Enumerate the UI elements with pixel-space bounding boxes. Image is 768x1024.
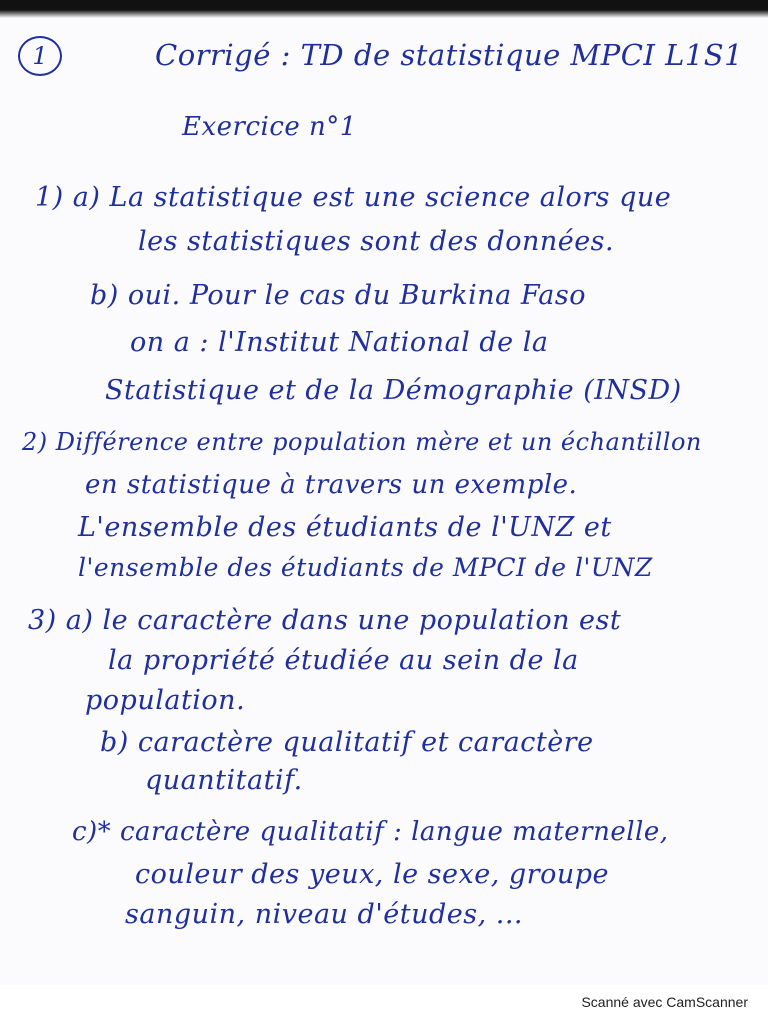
page-number-circle <box>18 36 62 76</box>
answer-line: b) oui. Pour le cas du Burkina Faso <box>90 280 586 311</box>
page-number: 1 <box>32 42 48 70</box>
scan-edge-shadow <box>0 0 768 18</box>
answer-line: 3) a) le caractère dans une population est <box>28 605 622 636</box>
answer-line: L'ensemble des étudiants de l'UNZ et <box>78 512 612 543</box>
answer-line: Statistique et de la Démographie (INSD) <box>105 375 682 406</box>
answer-line: b) caractère qualitatif et caractère <box>100 727 594 758</box>
answer-line: en statistique à travers un exemple. <box>85 470 578 500</box>
exercise-heading: Exercice n°1 <box>182 112 357 142</box>
answer-line: 2) Différence entre population mère et un échantillon <box>22 428 702 456</box>
answer-line: c)* caractère qualitatif : langue maternelle, <box>72 817 669 847</box>
answer-line: couleur des yeux, le sexe, groupe <box>135 859 609 890</box>
answer-line: on a : l'Institut National de la <box>130 327 549 358</box>
answer-line: l'ensemble des étudiants de MPCI de l'UNZ <box>78 553 653 582</box>
answer-line: les statistiques sont des données. <box>138 226 615 257</box>
answer-line: la propriété étudiée au sein de la <box>108 645 579 676</box>
answer-line: population. <box>85 685 246 716</box>
page-title: Corrigé : TD de statistique MPCI L1S1 <box>155 38 744 72</box>
answer-line: sanguin, niveau d'études, ... <box>125 899 523 930</box>
answer-line: quantitatif. <box>145 765 303 796</box>
answer-line: 1) a) La statistique est une science alors que <box>35 182 672 213</box>
scanner-watermark: Scanné avec CamScanner <box>581 994 748 1010</box>
